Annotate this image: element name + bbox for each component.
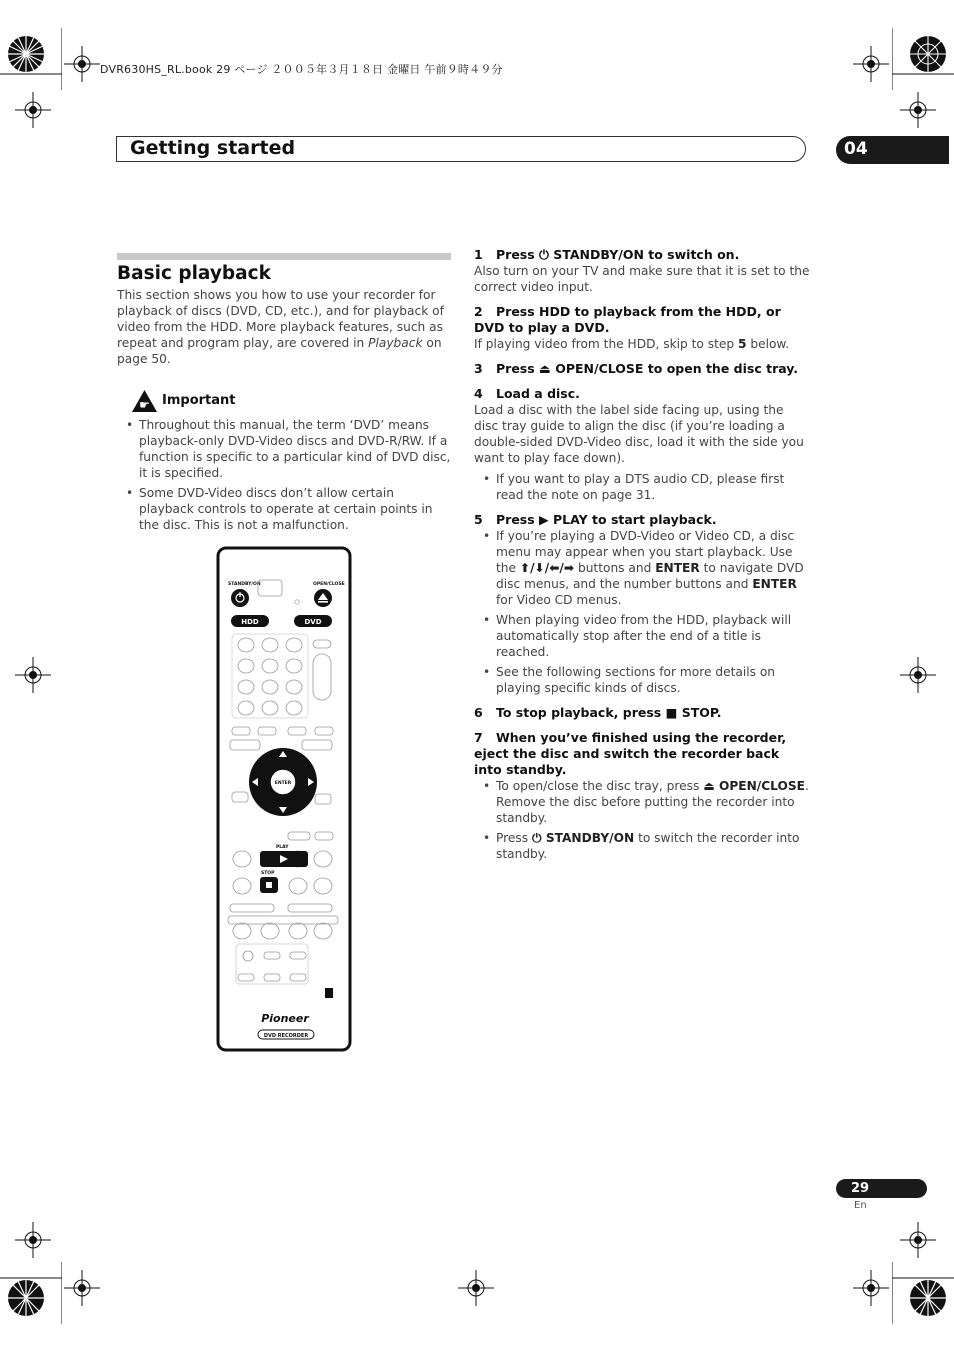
playback-reference: Playback [368,336,423,350]
page-number-tab [836,1179,927,1198]
step-4-body: Load a disc with the label side facing up, using the disc tray guide to align the disc (if you’re loading a double-sided DVD-Video disc, load it with the side you want to play face down). [474,403,804,465]
crosshair-mark [853,1270,889,1306]
step-1-heading: 1 Press ⏻ STANDBY/ON to switch on. [474,247,740,262]
step-6-heading: 6 To stop playback, press ■ STOP. [474,705,722,720]
list-item: • If you want to play a DTS audio CD, please first read the note on page 31. [474,471,810,503]
step-2-heading: 2 Press HDD to playback from the HDD, or DVD to play a DVD. [474,304,781,335]
list-item: • Throughout this manual, the term ‘DVD’ means playback-only DVD-Video discs and DVD-R/RW. If a function is specific to a particular kind of DVD disc, it is specified. [117,417,451,481]
eject-icon: ⏏ [703,779,719,793]
step-4-list [474,471,810,503]
list-item: • When playing video from the HDD, playback will automatically stop after the end of a title is reached. [474,612,810,660]
crosshair-mark [900,1222,936,1258]
remote-control-illustration [216,546,352,1054]
crosshair-mark [15,657,51,693]
crosshair-mark [15,1222,51,1258]
crosshair-mark [15,92,51,128]
steps-column [474,247,810,866]
remote-open-close-label: OPEN/CLOSE [313,582,345,587]
registration-mark-bottom-right [892,1262,954,1324]
list-item: • See the following sections for more details on playing specific kinds of discs. [474,664,810,696]
eject-icon: ⏏ [539,361,551,376]
svg-text:☛: ☛ [139,398,150,412]
page-number: 29 [851,1181,870,1196]
remote-play-label: PLAY [276,845,289,850]
power-icon: ⏻ [539,247,549,262]
step-7-list [474,778,810,862]
arrow-buttons-icon: ⬆/⬇/⬅/➡ [519,561,575,575]
crosshair-mark [900,657,936,693]
list-item: • Some DVD-Video discs don’t allow certain playback controls to operate at certain points in the disc. This is not a malfunction. [117,485,451,533]
remote-stop-label: STOP [261,871,275,876]
registration-mark-bottom-left [0,1262,62,1324]
remote-standby-button [231,589,249,607]
page-title: Getting started [130,137,296,159]
section-title: Basic playback [117,263,271,284]
power-icon: ⏻ [531,831,546,845]
crosshair-mark [900,92,936,128]
section-rule [117,253,451,260]
list-item: • Press ⏻ STANDBY/ON to switch the recorder into standby. [474,830,810,862]
registration-mark-top-left [0,28,62,90]
crosshair-mark [853,46,889,82]
step-4-heading: 4 Load a disc. [474,386,580,401]
list-item: • If you’re playing a DVD-Video or Video CD, a disc menu may appear when you start playback. Use the ⬆/⬇/⬅/➡ buttons and ENTER to navigate DVD disc menus, and the number buttons and ENTER for Video CD menus. [474,528,810,608]
crosshair-mark [458,1270,494,1306]
important-list [117,417,451,537]
step-1-body: Also turn on your TV and make sure that it is set to the correct video input. [474,264,810,294]
play-icon: ▶ [539,512,549,527]
stop-icon: ■ [665,705,678,720]
chapter-number: 04 [844,139,868,159]
step-2-body: If playing video from the HDD, skip to step 5 below. [474,337,790,351]
crosshair-mark [64,1270,100,1306]
step-5-list [474,528,810,696]
crosshair-mark [64,46,100,82]
step-7-heading: 7 When you’ve finished using the recorder, eject the disc and switch the recorder back into standby. [474,730,787,777]
registration-mark-top-right [892,28,954,90]
page-language: En [854,1200,867,1211]
file-info: DVR630HS_RL.book 29 ページ ２００５年３月１８日 金曜日 午前９時４９分 [100,63,503,76]
remote-enter-label: ENTER [274,781,292,786]
important-heading: Important [162,393,236,408]
remote-brand: Pioneer [261,1012,309,1025]
intro-paragraph: This section shows you how to use your recorder for playback of discs (DVD, CD, etc.), and for playback of video from the HDD. More playback features, such as repeat and program play, are covered in Playback on page 50. [117,288,444,366]
step-3-heading: 3 Press ⏏ OPEN/CLOSE to open the disc tray. [474,361,799,376]
remote-dvd-label: DVD [304,618,322,626]
remote-hdd-label: HDD [241,618,259,626]
important-icon [131,389,158,413]
step-5-heading: 5 Press ▶ PLAY to start playback. [474,512,717,527]
list-item: • To open/close the disc tray, press ⏏ OPEN/CLOSE. Remove the disc before putting the recorder into standby. [474,778,810,826]
remote-standby-label: STANDBY/ON [228,582,261,587]
remote-model: DVD RECORDER [263,1033,309,1039]
